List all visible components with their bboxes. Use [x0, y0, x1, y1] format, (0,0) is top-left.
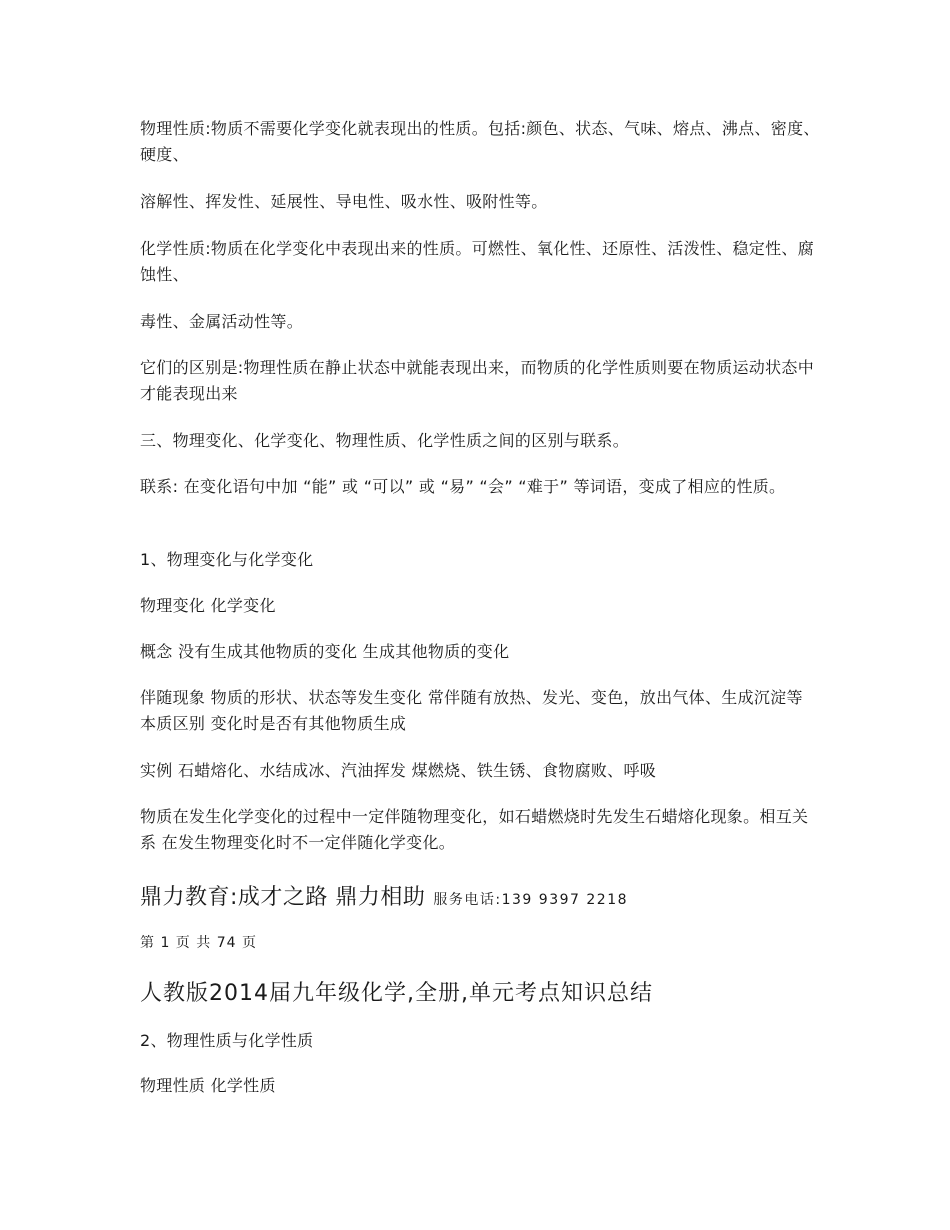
table-row-examples: 实例 石蜡熔化、水结成冰、汽油挥发 煤燃烧、铁生锈、食物腐败、呼吸: [140, 761, 657, 780]
paragraph-relation: 联系: 在变化语句中加 “能” 或 “可以” 或 “易” “会” “难于” 等词语，变成了相应的性质。: [140, 477, 786, 496]
paragraph-physical-properties-cont: 溶解性、挥发性、延展性、导电性、吸水性、吸附性等。: [140, 192, 548, 211]
page-number: 第 1 页 共 74 页: [140, 935, 257, 951]
paragraph-physical-properties: 物理性质:物质不需要化学变化就表现出的性质。包括:颜色、状态、气味、熔点、沸点、密度、硬度、: [140, 119, 820, 164]
footer-brand: 鼎力教育:成才之路 鼎力相助: [140, 885, 426, 910]
table-row-phenomena: 伴随现象 物质的形状、状态等发生变化 常伴随有放热、发光、变色，放出气体、生成沉淀等 本质区别 变化时是否有其他物质生成: [140, 688, 803, 733]
paragraph-difference: 它们的区别是:物理性质在静止状态中就能表现出来，而物质的化学性质则要在物质运动状态中才能表现出来: [140, 358, 814, 403]
subheading-properties: 2、物理性质与化学性质: [140, 1031, 314, 1050]
table-header-properties: 物理性质 化学性质: [140, 1076, 276, 1095]
table-row-concept: 概念 没有生成其他物质的变化 生成其他物质的变化: [140, 642, 510, 661]
page-footer: [140, 880, 820, 911]
paragraph-mutual-relation: 物质在发生化学变化的过程中一定伴随物理变化，如石蜡燃烧时先发生石蜡熔化现象。相互关系 在发生物理变化时不一定伴随化学变化。: [140, 807, 809, 852]
subheading-change: 1、物理变化与化学变化: [140, 550, 314, 569]
paragraph-chemical-properties: 化学性质:物质在化学变化中表现出来的性质。可燃性、氧化性、还原性、活泼性、稳定性、腐蚀性、: [140, 239, 814, 284]
table-header-change: 物理变化 化学变化: [140, 596, 276, 615]
section-heading-three: 三、物理变化、化学变化、物理性质、化学性质之间的区别与联系。: [140, 431, 630, 450]
footer-phone: 服务电话:139 9397 2218: [433, 892, 629, 908]
paragraph-chemical-properties-cont: 毒性、金属活动性等。: [140, 312, 304, 331]
page-header-title: 人教版2014届九年级化学,全册,单元考点知识总结: [140, 981, 653, 1006]
